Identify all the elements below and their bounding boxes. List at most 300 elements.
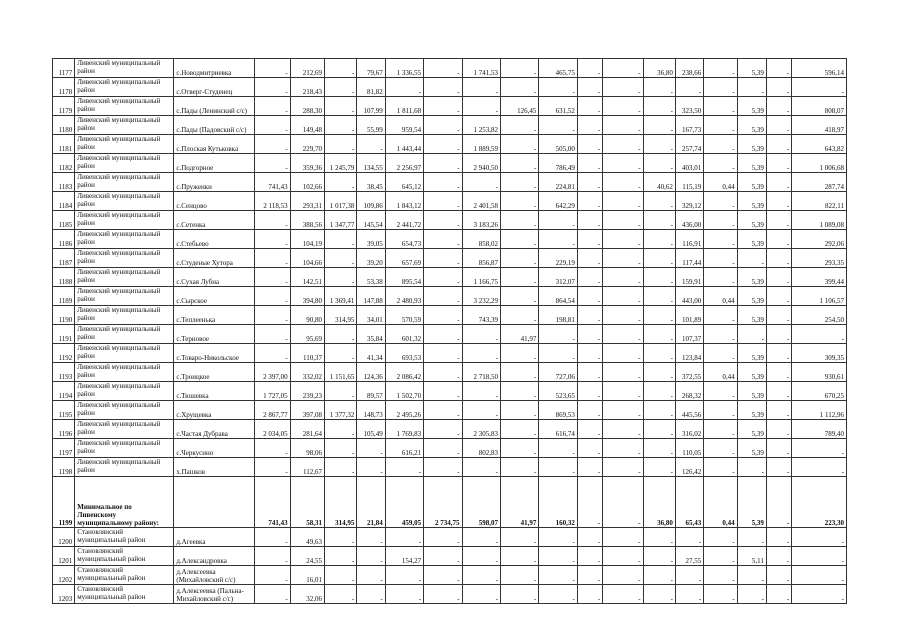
value-cell: - — [643, 344, 675, 363]
value-cell: - — [539, 458, 577, 477]
value-cell: - — [255, 249, 290, 268]
value-cell: 229,19 — [539, 249, 577, 268]
value-cell: - — [424, 547, 462, 566]
value-cell: - — [577, 287, 602, 306]
locality-cell: с.Студеные Хутора — [174, 249, 255, 268]
row-number: 1200 — [53, 528, 75, 547]
value-cell: 856,87 — [462, 249, 500, 268]
value-cell: 160,32 — [539, 477, 577, 528]
value-cell: - — [643, 547, 675, 566]
value-cell: - — [603, 344, 643, 363]
locality-cell: с.Подгорное — [174, 154, 255, 173]
value-cell: 239,23 — [290, 382, 324, 401]
value-cell: - — [577, 344, 602, 363]
value-cell: - — [325, 325, 357, 344]
value-cell: 5,39 — [737, 230, 766, 249]
locality-cell: с.Сетенка — [174, 211, 255, 230]
value-cell: - — [766, 344, 791, 363]
value-cell: 109,86 — [357, 192, 385, 211]
district-cell: Становлянский муниципальный район — [75, 585, 174, 604]
value-cell: - — [603, 116, 643, 135]
row-number: 1199 — [53, 477, 75, 528]
locality-cell — [174, 477, 255, 528]
value-cell: 257,74 — [675, 135, 703, 154]
value-cell: - — [704, 382, 737, 401]
value-cell: - — [462, 458, 500, 477]
value-cell: - — [424, 528, 462, 547]
row-number: 1185 — [53, 211, 75, 230]
value-cell: 167,73 — [675, 116, 703, 135]
row-number: 1181 — [53, 135, 75, 154]
district-cell: Ливенский муниципальный район — [75, 344, 174, 363]
value-cell: 858,02 — [462, 230, 500, 249]
value-cell: 459,05 — [385, 477, 423, 528]
value-cell: 1 089,08 — [792, 211, 847, 230]
value-cell: 5,39 — [737, 439, 766, 458]
value-cell: 102,66 — [290, 173, 324, 192]
value-cell: - — [603, 97, 643, 116]
locality-cell: с.Пады (Ленинский с/с) — [174, 97, 255, 116]
value-cell: 323,50 — [675, 97, 703, 116]
value-cell: 49,63 — [290, 528, 324, 547]
value-cell: 670,25 — [792, 382, 847, 401]
row-number: 1179 — [53, 97, 75, 116]
value-cell: - — [603, 211, 643, 230]
value-cell: - — [539, 325, 577, 344]
district-cell: Ливенский муниципальный район — [75, 192, 174, 211]
value-cell: 0,44 — [704, 477, 737, 528]
value-cell: 107,37 — [675, 325, 703, 344]
district-cell: Ливенский муниципальный район — [75, 458, 174, 477]
value-cell: - — [643, 268, 675, 287]
value-cell: - — [424, 78, 462, 97]
row-number: 1189 — [53, 287, 75, 306]
value-cell: - — [500, 585, 538, 604]
table-row — [53, 439, 847, 458]
locality-cell: с.Новодмитриевка — [174, 59, 255, 78]
value-cell: - — [766, 477, 791, 528]
value-cell: - — [704, 116, 737, 135]
value-cell: - — [643, 135, 675, 154]
value-cell: 36,80 — [643, 477, 675, 528]
value-cell: - — [766, 306, 791, 325]
value-cell: - — [357, 585, 385, 604]
table-row — [53, 585, 847, 604]
value-cell: - — [577, 59, 602, 78]
locality-cell: с.Теплеенька — [174, 306, 255, 325]
value-cell: - — [500, 306, 538, 325]
value-cell: 5,39 — [737, 401, 766, 420]
locality-cell: с.Сырское — [174, 287, 255, 306]
value-cell: - — [255, 458, 290, 477]
value-cell: 1 106,57 — [792, 287, 847, 306]
row-number: 1201 — [53, 547, 75, 566]
district-cell: Ливенский муниципальный район — [75, 306, 174, 325]
value-cell: - — [704, 59, 737, 78]
value-cell: 148,73 — [357, 401, 385, 420]
row-number: 1190 — [53, 306, 75, 325]
value-cell: 2 086,42 — [385, 363, 423, 382]
value-cell: 2 397,00 — [255, 363, 290, 382]
value-cell: 1 811,68 — [385, 97, 423, 116]
value-cell: - — [704, 325, 737, 344]
row-number: 1187 — [53, 249, 75, 268]
value-cell: - — [255, 306, 290, 325]
locality-cell: с.Плоская Кутьковка — [174, 135, 255, 154]
value-cell: 1 017,38 — [325, 192, 357, 211]
value-cell: - — [766, 249, 791, 268]
value-cell: - — [577, 547, 602, 566]
value-cell: - — [424, 344, 462, 363]
value-cell: - — [424, 59, 462, 78]
row-number: 1184 — [53, 192, 75, 211]
value-cell: 212,69 — [290, 59, 324, 78]
row-number: 1177 — [53, 59, 75, 78]
value-cell: - — [577, 458, 602, 477]
value-cell: 645,12 — [385, 173, 423, 192]
value-cell: - — [325, 59, 357, 78]
value-cell: 5,39 — [737, 59, 766, 78]
value-cell: - — [792, 439, 847, 458]
value-cell: - — [424, 154, 462, 173]
row-number: 1196 — [53, 420, 75, 439]
locality-cell: с.Товаро-Никольское — [174, 344, 255, 363]
row-number: 1194 — [53, 382, 75, 401]
value-cell: - — [424, 458, 462, 477]
value-cell: 145,54 — [357, 211, 385, 230]
value-cell: - — [577, 363, 602, 382]
value-cell: - — [500, 344, 538, 363]
value-cell: - — [500, 135, 538, 154]
value-cell: - — [255, 547, 290, 566]
table-row — [53, 420, 847, 439]
value-cell: 1 112,96 — [792, 401, 847, 420]
district-cell: Ливенский муниципальный район — [75, 420, 174, 439]
value-cell: - — [539, 78, 577, 97]
value-cell: 104,19 — [290, 230, 324, 249]
value-cell: 1 253,82 — [462, 116, 500, 135]
value-cell: 598,07 — [462, 477, 500, 528]
row-number: 1195 — [53, 401, 75, 420]
value-cell: 1 769,83 — [385, 420, 423, 439]
row-number: 1180 — [53, 116, 75, 135]
district-cell: Ливенский муниципальный район — [75, 116, 174, 135]
value-cell: 1 727,05 — [255, 382, 290, 401]
value-cell: - — [325, 566, 357, 585]
value-cell: - — [462, 547, 500, 566]
value-cell: - — [643, 116, 675, 135]
value-cell: 110,05 — [675, 439, 703, 458]
value-cell: 218,43 — [290, 78, 324, 97]
value-cell: - — [462, 382, 500, 401]
value-cell: 2 495,26 — [385, 401, 423, 420]
locality-cell: х.Пашков — [174, 458, 255, 477]
value-cell: 601,32 — [385, 325, 423, 344]
value-cell: - — [255, 344, 290, 363]
value-cell: - — [766, 287, 791, 306]
value-cell: - — [643, 306, 675, 325]
value-cell: - — [462, 344, 500, 363]
value-cell: - — [704, 306, 737, 325]
value-cell: 1 245,79 — [325, 154, 357, 173]
value-cell: 329,12 — [675, 192, 703, 211]
value-cell: - — [325, 458, 357, 477]
value-cell: - — [539, 547, 577, 566]
value-cell: - — [704, 268, 737, 287]
value-cell: 0,44 — [704, 173, 737, 192]
value-cell: - — [325, 382, 357, 401]
value-cell: 0,44 — [704, 287, 737, 306]
value-cell: 802,83 — [462, 439, 500, 458]
table-row — [53, 528, 847, 547]
value-cell: - — [766, 59, 791, 78]
value-cell: - — [603, 192, 643, 211]
value-cell: - — [603, 154, 643, 173]
value-cell: - — [577, 154, 602, 173]
table-row — [53, 154, 847, 173]
value-cell: - — [704, 154, 737, 173]
row-number: 1178 — [53, 78, 75, 97]
value-cell: - — [424, 287, 462, 306]
value-cell: - — [462, 528, 500, 547]
value-cell: - — [424, 420, 462, 439]
value-cell: - — [325, 135, 357, 154]
value-cell: - — [424, 268, 462, 287]
value-cell: - — [737, 566, 766, 585]
value-cell: 959,54 — [385, 116, 423, 135]
value-cell: - — [325, 230, 357, 249]
value-cell: - — [766, 528, 791, 547]
value-cell: - — [704, 420, 737, 439]
row-number: 1186 — [53, 230, 75, 249]
value-cell: - — [766, 116, 791, 135]
table-body — [53, 59, 847, 604]
value-cell: - — [675, 585, 703, 604]
table-row — [53, 135, 847, 154]
value-cell: 616,21 — [385, 439, 423, 458]
row-number: 1202 — [53, 566, 75, 585]
district-cell: Ливенский муниципальный район — [75, 249, 174, 268]
value-cell: - — [737, 78, 766, 97]
value-cell: 55,99 — [357, 116, 385, 135]
table-row — [53, 268, 847, 287]
value-cell: - — [255, 268, 290, 287]
value-cell: - — [462, 78, 500, 97]
value-cell: - — [766, 268, 791, 287]
value-cell: - — [255, 154, 290, 173]
row-number: 1197 — [53, 439, 75, 458]
district-cell: Ливенский муниципальный район — [75, 173, 174, 192]
value-cell: - — [643, 154, 675, 173]
value-cell: 3 232,29 — [462, 287, 500, 306]
value-cell: - — [577, 528, 602, 547]
value-cell: - — [462, 173, 500, 192]
value-cell: 117,44 — [675, 249, 703, 268]
value-cell: 727,06 — [539, 363, 577, 382]
table-row — [53, 211, 847, 230]
value-cell: - — [577, 566, 602, 585]
value-cell: - — [766, 585, 791, 604]
locality-cell: с.Хрущевка — [174, 401, 255, 420]
value-cell: - — [766, 211, 791, 230]
value-cell: - — [603, 528, 643, 547]
value-cell: - — [704, 135, 737, 154]
value-cell: - — [325, 344, 357, 363]
value-cell: 789,40 — [792, 420, 847, 439]
value-cell: - — [643, 325, 675, 344]
value-cell: - — [500, 458, 538, 477]
value-cell: 95,69 — [290, 325, 324, 344]
locality-cell: с.Терновое — [174, 325, 255, 344]
value-cell: 2 034,05 — [255, 420, 290, 439]
value-cell: - — [500, 566, 538, 585]
row-number: 1182 — [53, 154, 75, 173]
value-cell: - — [643, 78, 675, 97]
value-cell: 5,39 — [737, 344, 766, 363]
value-cell: 154,27 — [385, 547, 423, 566]
district-cell: Ливенский муниципальный район — [75, 59, 174, 78]
value-cell: 1 166,75 — [462, 268, 500, 287]
table-row — [53, 59, 847, 78]
value-cell: - — [766, 458, 791, 477]
district-cell: Становлянский муниципальный район — [75, 547, 174, 566]
value-cell: 16,01 — [290, 566, 324, 585]
value-cell: - — [357, 458, 385, 477]
district-cell: Ливенский муниципальный район — [75, 97, 174, 116]
value-cell: 5,39 — [737, 306, 766, 325]
value-cell: 399,44 — [792, 268, 847, 287]
value-cell: 2 734,75 — [424, 477, 462, 528]
value-cell: - — [766, 173, 791, 192]
value-cell: 79,67 — [357, 59, 385, 78]
value-cell: - — [766, 363, 791, 382]
value-cell: - — [704, 344, 737, 363]
table-row — [53, 78, 847, 97]
value-cell: - — [500, 230, 538, 249]
value-cell: 2 718,50 — [462, 363, 500, 382]
row-number: 1183 — [53, 173, 75, 192]
value-cell: 5,39 — [737, 211, 766, 230]
value-cell: 2 867,77 — [255, 401, 290, 420]
value-cell: - — [539, 566, 577, 585]
value-cell: 110,37 — [290, 344, 324, 363]
district-cell: Ливенский муниципальный район — [75, 230, 174, 249]
value-cell: - — [325, 268, 357, 287]
value-cell: 41,97 — [500, 325, 538, 344]
value-cell: 314,95 — [325, 306, 357, 325]
value-cell: 359,36 — [290, 154, 324, 173]
value-cell: 403,01 — [675, 154, 703, 173]
value-cell: - — [577, 211, 602, 230]
value-cell: 116,91 — [675, 230, 703, 249]
table-row — [53, 116, 847, 135]
value-cell: - — [500, 439, 538, 458]
row-number: 1203 — [53, 585, 75, 604]
value-cell: 869,53 — [539, 401, 577, 420]
table-row — [53, 230, 847, 249]
value-cell: - — [255, 325, 290, 344]
value-cell: - — [255, 585, 290, 604]
value-cell: 741,43 — [255, 477, 290, 528]
value-cell: - — [792, 585, 847, 604]
value-cell: - — [255, 135, 290, 154]
value-cell: - — [424, 585, 462, 604]
value-cell: 1 843,12 — [385, 192, 423, 211]
value-cell: - — [255, 116, 290, 135]
value-cell: 229,70 — [290, 135, 324, 154]
value-cell: 822,11 — [792, 192, 847, 211]
value-cell: - — [325, 585, 357, 604]
value-cell: 65,43 — [675, 477, 703, 528]
table-row — [53, 382, 847, 401]
value-cell: - — [357, 135, 385, 154]
district-cell: Ливенский муниципальный район — [75, 211, 174, 230]
value-cell: - — [792, 547, 847, 566]
value-cell: 372,55 — [675, 363, 703, 382]
table-row — [53, 401, 847, 420]
value-cell: 39,05 — [357, 230, 385, 249]
value-cell: - — [500, 173, 538, 192]
value-cell: - — [424, 401, 462, 420]
locality-cell: с.Пады (Падовский с/с) — [174, 116, 255, 135]
value-cell: 895,54 — [385, 268, 423, 287]
value-cell: 223,30 — [792, 477, 847, 528]
value-cell: - — [539, 585, 577, 604]
row-number: 1198 — [53, 458, 75, 477]
value-cell: - — [325, 528, 357, 547]
value-cell: - — [577, 306, 602, 325]
value-cell: 786,49 — [539, 154, 577, 173]
row-number: 1188 — [53, 268, 75, 287]
value-cell: - — [255, 566, 290, 585]
table-row — [53, 458, 847, 477]
value-cell: - — [643, 566, 675, 585]
value-cell: 38,45 — [357, 173, 385, 192]
value-cell: - — [462, 401, 500, 420]
value-cell: - — [577, 192, 602, 211]
value-cell: - — [577, 382, 602, 401]
value-cell: - — [643, 439, 675, 458]
value-cell: - — [539, 439, 577, 458]
table-row — [53, 325, 847, 344]
value-cell: 1 347,77 — [325, 211, 357, 230]
value-cell: - — [704, 192, 737, 211]
value-cell: - — [704, 547, 737, 566]
value-cell: - — [577, 585, 602, 604]
value-cell: - — [500, 192, 538, 211]
table-row — [53, 566, 847, 585]
value-cell: 24,55 — [290, 547, 324, 566]
value-cell: 465,75 — [539, 59, 577, 78]
value-cell: - — [704, 566, 737, 585]
value-cell: 642,29 — [539, 192, 577, 211]
value-cell: - — [603, 382, 643, 401]
value-cell: - — [603, 477, 643, 528]
value-cell: - — [737, 458, 766, 477]
value-cell: 112,67 — [290, 458, 324, 477]
value-cell: 147,88 — [357, 287, 385, 306]
value-cell: - — [643, 230, 675, 249]
value-cell: 312,07 — [539, 268, 577, 287]
value-cell: - — [424, 566, 462, 585]
value-cell: - — [424, 173, 462, 192]
value-cell: 81,82 — [357, 78, 385, 97]
value-cell: 1 443,44 — [385, 135, 423, 154]
value-cell: 505,00 — [539, 135, 577, 154]
value-cell: - — [255, 211, 290, 230]
locality-cell: с.Сухая Лубна — [174, 268, 255, 287]
value-cell: - — [357, 547, 385, 566]
